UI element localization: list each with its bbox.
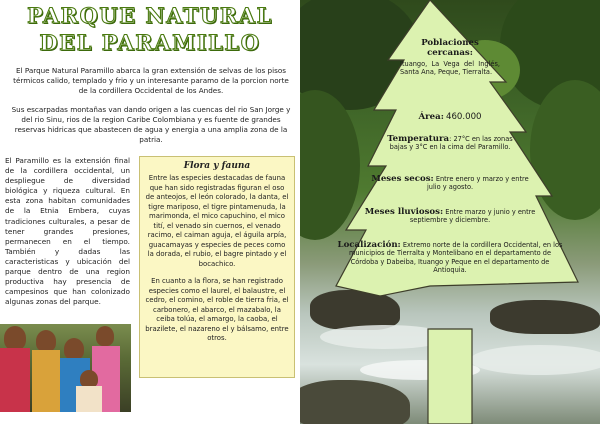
paramillo-description: El Paramillo es la extensión final de la cordillera occidental, un despliegue de diversidad biológica y riqueza cultural. En esta zona habitan comunidades de la Etnia Embera, cuyas tradiciones culturales, a pesar de tener grandes presiones, permanecen en el tiempo. También y dadas las caracteristicas y ubicación del parque dentro de una region productiva hay presencia de campesinos que han colonizado algunas zonas del parque. — [5, 156, 130, 307]
area-value: 460.000 — [445, 112, 482, 122]
title-line-1: PARQUE NATURAL — [27, 3, 273, 28]
poblaciones-label: Poblaciones cercanas: — [421, 38, 479, 58]
poblaciones-block — [400, 38, 500, 77]
tree-trunk — [428, 329, 472, 424]
localizacion-label: Localización: — [337, 240, 401, 250]
meses-secos-label: Meses secos: — [371, 174, 434, 184]
meses-secos-block — [370, 175, 530, 192]
title-line-2: DEL PARAMILLO — [39, 30, 261, 55]
intro-paragraph-1: El Parque Natural Paramillo abarca la gran extensión de selvas de los pisos térmicos calido, templado y frio y un interesante paramo de la porcion norte de la cordillera Occidental de los Andes. — [13, 66, 289, 95]
flora-paragraph: En cuanto a la flora, se han registrado especies como el laurel, el balaustre, el cedro, el comino, el roble de tierra fria, el carbonero, el abarco, el mazabalo, la ceiba tolúa, el amargo, la caoba, el brazilete, el nazareno el y bálsamo, entre otros. — [145, 277, 289, 342]
meses-lluviosos-value: Entre marzo y junio y entre septiembre y diciembre. — [409, 208, 536, 225]
temperatura-label: Temperatura — [387, 134, 450, 144]
meses-lluviosos-block — [360, 208, 540, 225]
embera-children-photo — [0, 324, 131, 412]
temperatura-value: : 27°C en las zonas bajas y 3°C en la cima del Paramillo. — [389, 135, 513, 152]
temperatura-block — [380, 135, 520, 152]
intro-text — [10, 66, 292, 145]
flora-fauna-heading: Flora y fauna — [183, 161, 251, 171]
meses-secos-value: Entre enero y marzo y entre julio y agosto. — [426, 175, 529, 192]
flora-fauna-box — [139, 156, 295, 378]
meses-lluviosos-label: Meses lluviosos: — [364, 207, 444, 217]
poblaciones-value: Ituango, La Vega del Inglés, Santa Ana, Peque, Tierralta. — [400, 60, 500, 77]
page-title — [0, 2, 300, 56]
area-label: Área: — [418, 112, 444, 122]
localizacion-value: Extremo norte de la cordillera Occidental, en los municipios de Tierralta y Montelibano en el departamento de Córdoba y Dabeiba, Ituango y Peque en el departamento de Antioquia. — [348, 241, 563, 275]
fauna-paragraph: Entre las especies destacadas de fauna que han sido registradas figuran el oso de anteojos, el león colorado, la danta, el tigre mariposo, el tigre pintamenuda, la marimonda, el mico capuchino, el mico tití, el venado sin cuernos, el venado racimo, el caiman aguja, el águila arpía, guacamayas y especies de peces como la dorada, el rubio, el bagre pintado y el bocachico. — [145, 174, 289, 268]
intro-paragraph-2: Sus escarpadas montañas van dando origen a las cuencas del rio San Jorge y del rio Sinu, rios de la region Caribe Colombiana y es fuente de grandes reservas hidricas que abastecen de agua y energia a una amplia zona de la patria. — [11, 105, 291, 144]
localizacion-block — [336, 241, 564, 275]
area-block — [405, 113, 495, 121]
